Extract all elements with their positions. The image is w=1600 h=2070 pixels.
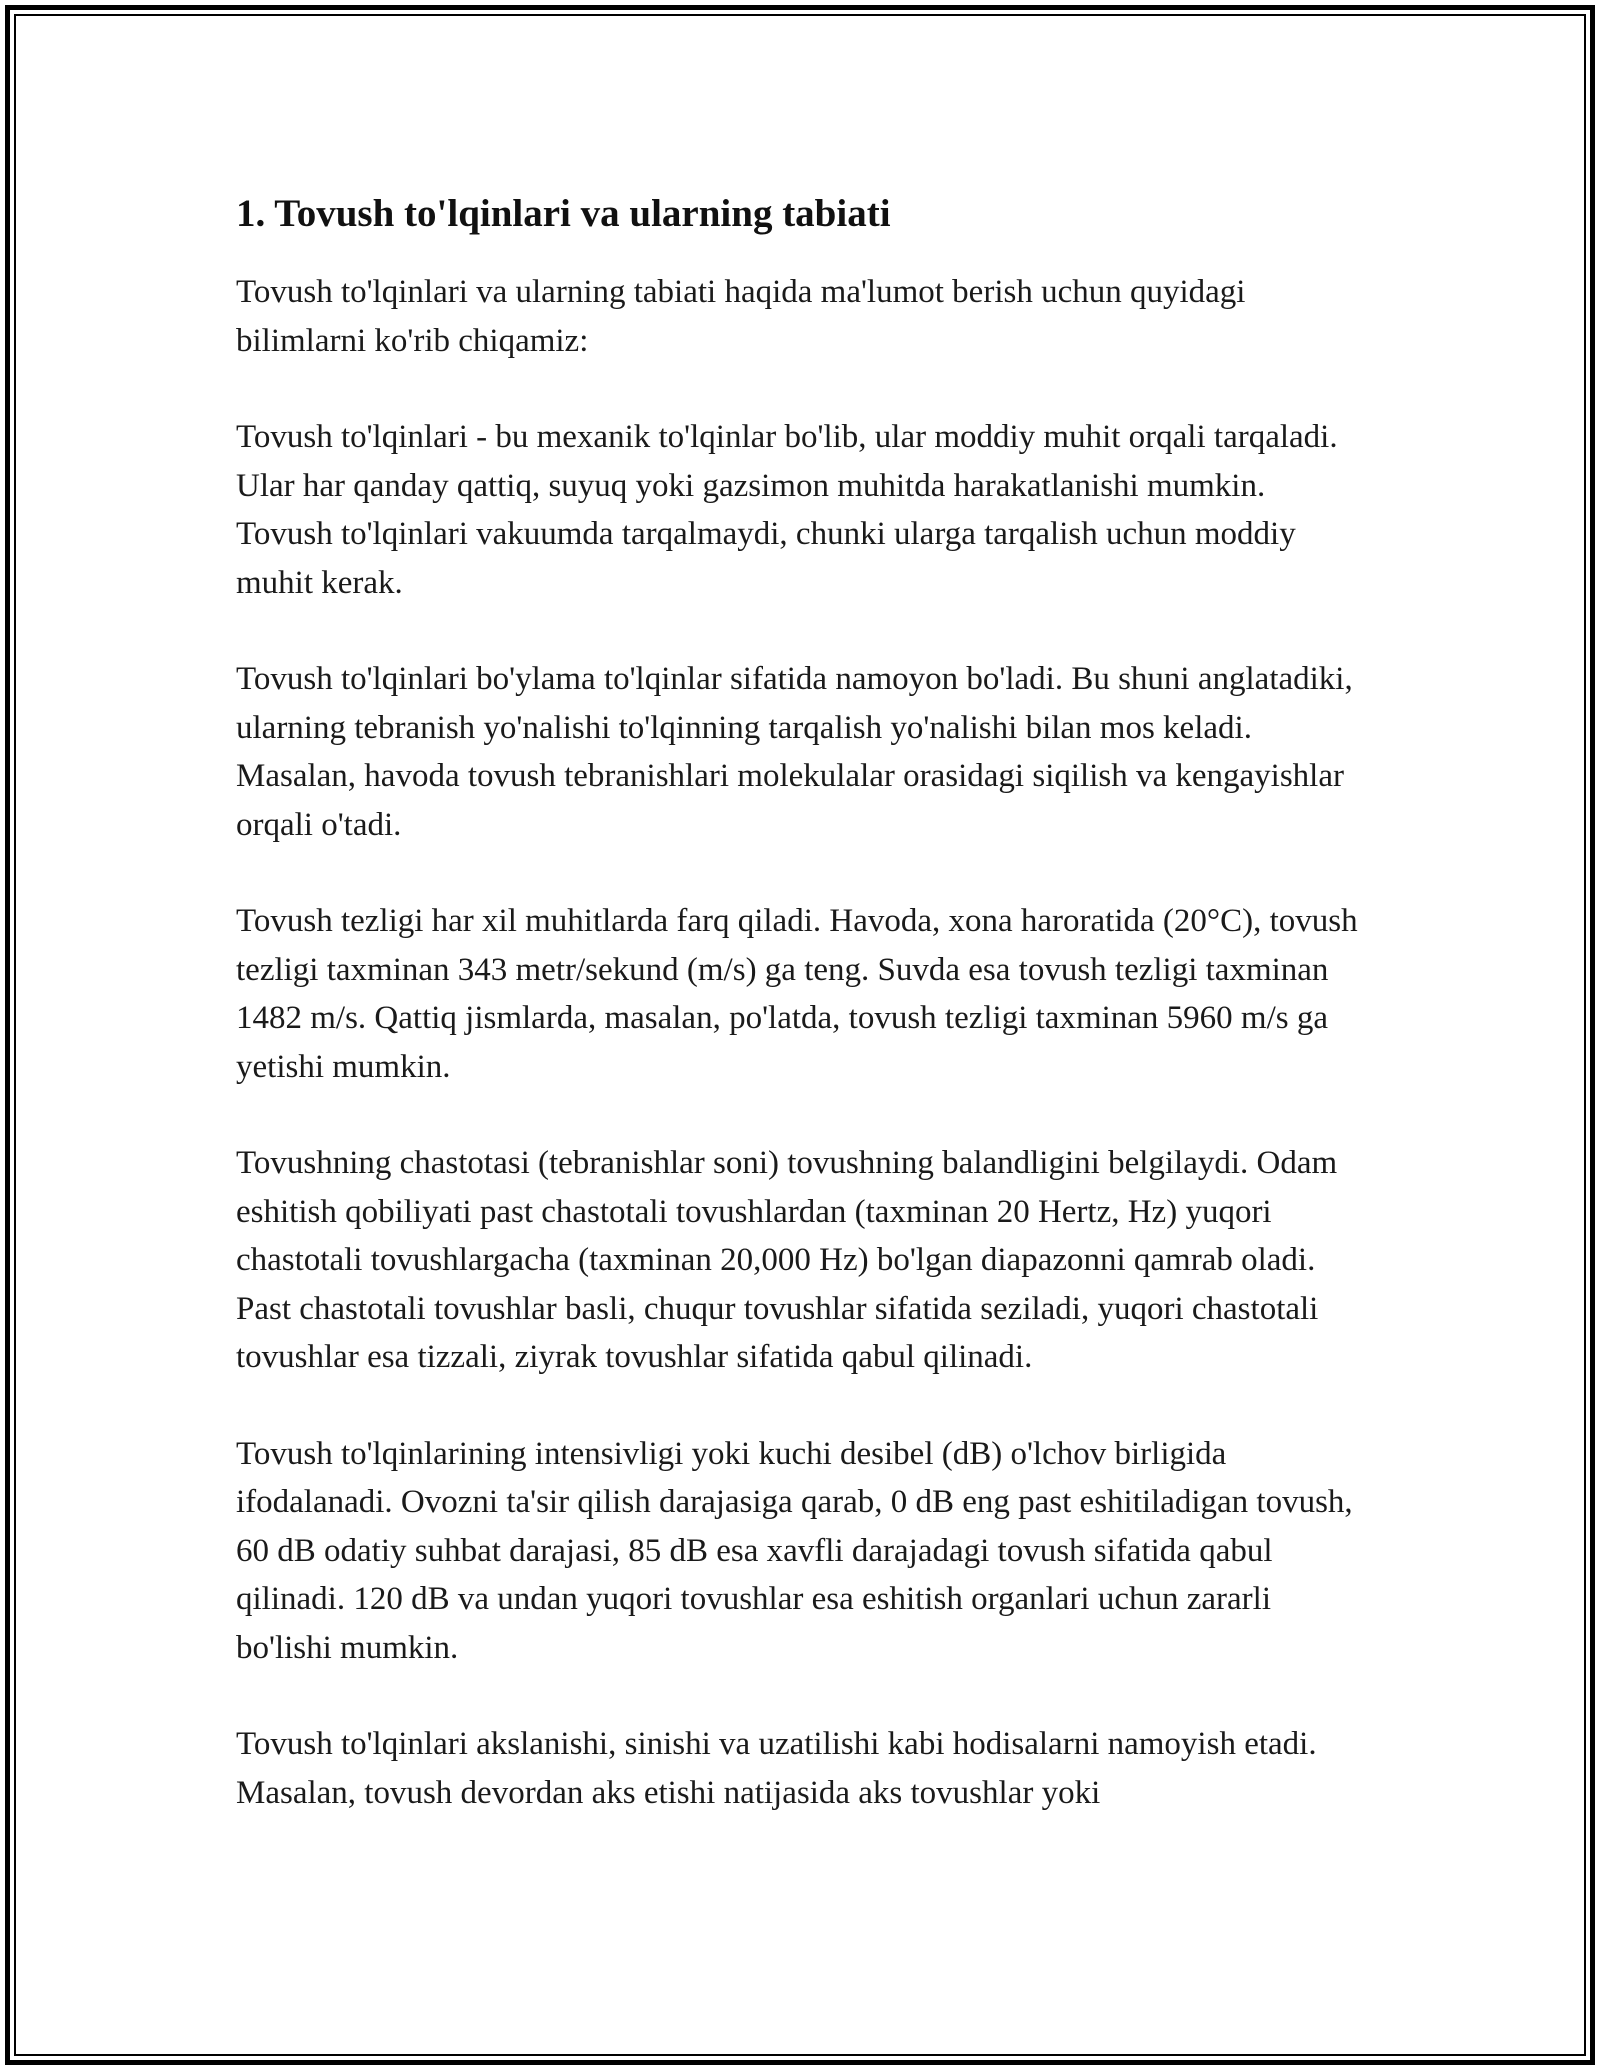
paragraph-reflection: Tovush to'lqinlari akslanishi, sinishi va uzatilishi kabi hodisalarni namoyish etadi. Masalan, tovush devordan aks etishi natijasida aks tovushlar yoki <box>236 1726 1317 1811</box>
document-body <box>236 188 1366 1865</box>
paragraph-intensity: Tovush to'lqinlarining intensivligi yoki kuchi desibel (dB) o'lchov birligida ifodalanadi. Ovozni ta'sir qilish darajasiga qarab, 0 dB eng past eshitiladigan tovush, 60 dB odatiy suhbat darajasi, 85 dB esa xavfli darajadagi tovush sifatida qabul qilinadi. 120 dB va undan yuqori tovushlar esa eshitish organlari uchun zararli bo'lishi mumkin. <box>236 1435 1353 1666</box>
paragraph-frequency: Tovushning chastotasi (tebranishlar soni) tovushning balandligini belgilaydi. Odam eshitish qobiliyati past chastotali tovushlardan (taxminan 20 Hertz, Hz) yuqori chastotali tovushlargacha (taxminan 20,000 Hz) bo'lgan diapazonni qamrab oladi. Past chastotali tovushlar basli, chuqur tovushlar sifatida seziladi, yuqori chastotali tovushlar esa tizzali, ziyrak tovushlar sifatida qabul qilinadi. <box>236 1145 1338 1375</box>
paragraph-mechanical-waves: Tovush to'lqinlari - bu mexanik to'lqinlar bo'lib, ular moddiy muhit orqali tarqaladi. Ular har qanday qattiq, suyuq yoki gazsimon muhitda harakatlanishi mumkin. Tovush to'lqinlari vakuumda tarqalmaydi, chunki ularga tarqalish uchun moddiy muhit kerak. <box>236 419 1338 601</box>
paragraph-intro: Tovush to'lqinlari va ularning tabiati haqida ma'lumot berish uchun quyidagi bilimlarni ko'rib chiqamiz: <box>236 274 1246 359</box>
paragraph-sound-speed: Tovush tezligi har xil muhitlarda farq qiladi. Havoda, xona haroratida (20°C), tovush tezligi taxminan 343 metr/sekund (m/s) ga teng. Suvda esa tovush tezligi taxminan 1482 m/s. Qattiq jismlarda, masalan, po'latda, tovush tezligi taxminan 5960 m/s ga yetishi mumkin. <box>236 903 1358 1085</box>
paragraph-longitudinal-waves: Tovush to'lqinlari bo'ylama to'lqinlar sifatida namoyon bo'ladi. Bu shuni anglatadiki, ularning tebranish yo'nalishi to'lqinning tarqalish yo'nalishi bilan mos keladi. Masalan, havoda tovush tebranishlari molekulalar orasidagi siqilish va kengayishlar orqali o'tadi. <box>236 661 1353 843</box>
section-title: 1. Tovush to'lqinlari va ularning tabiati <box>236 192 891 235</box>
